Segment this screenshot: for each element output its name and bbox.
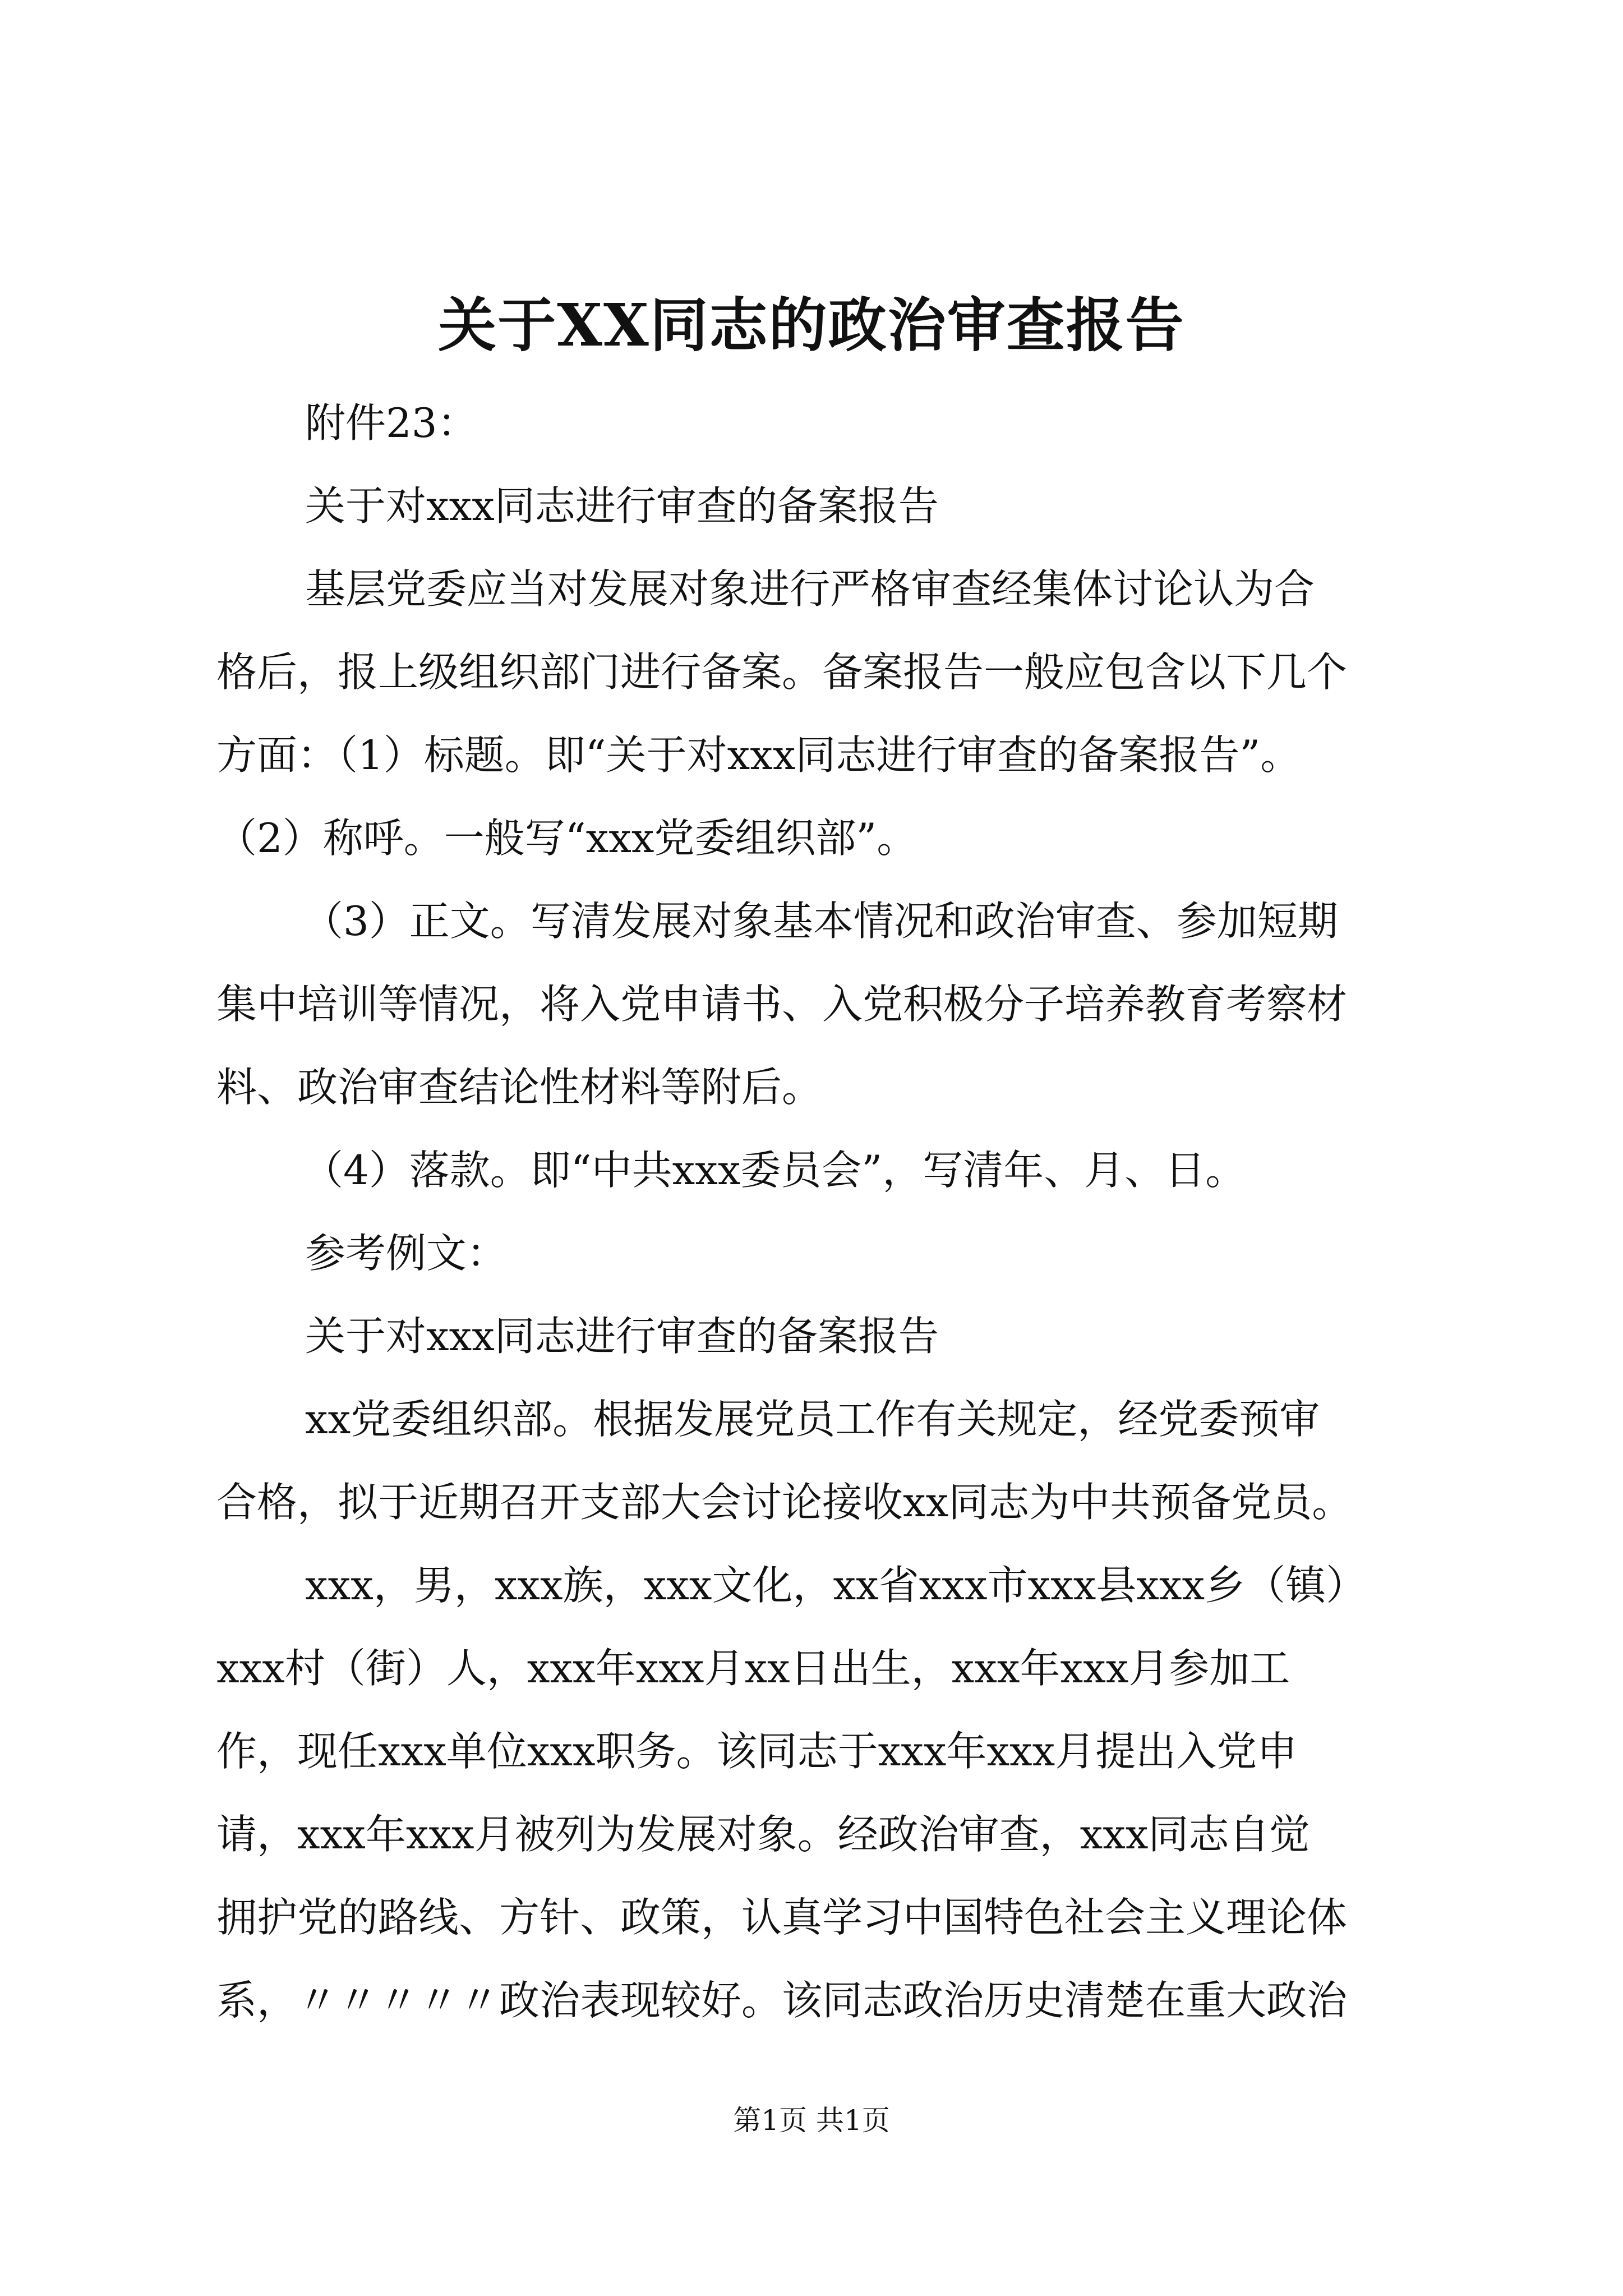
section-heading: 关于对xxx同志进行审查的备案报告 (305, 482, 939, 530)
paragraph-line: 集中培训等情况，将入党申请书、入党积极分子培养教育考察材 (216, 981, 1348, 1028)
paragraph-line: 系，〃〃〃〃〃政治表现较好。该同志政治历史清楚在重大政治 (216, 1977, 1348, 2024)
example-label: 参考例文： (305, 1230, 508, 1277)
paragraph-line: （3）正文。写清发展对象基本情况和政治审查、参加短期 (303, 898, 1338, 945)
paragraph-line: xxx，男，xxx族，xxx文化，xx省xxx市xxx县xxx乡（镇） (305, 1562, 1367, 1609)
paragraph-line: （2）称呼。一般写“xxx党委组织部”。 (216, 815, 917, 862)
paragraph-line: 基层党委应当对发展对象进行严格审查经集体讨论认为合 (305, 565, 1315, 613)
document-title: 关于XX同志的政治审查报告 (438, 291, 1185, 360)
paragraph-line: xxx村（街）人，xxx年xxx月xx日出生，xxx年xxx月参加工 (216, 1645, 1290, 1692)
paragraph-line: 请，xxx年xxx月被列为发展对象。经政治审查，xxx同志自觉 (216, 1811, 1310, 1858)
page-footer: 第1页 共1页 (733, 2104, 890, 2137)
paragraph-line: 合格，拟于近期召开支部大会讨论接收xx同志为中共预备党员。 (216, 1479, 1353, 1526)
paragraph-line: xx党委组织部。根据发展党员工作有关规定，经党委预审 (305, 1396, 1320, 1443)
paragraph-line: （4）落款。即“中共xxx委员会”，写清年、月、日。 (303, 1147, 1246, 1194)
paragraph-line: 拥护党的路线、方针、政策，认真学习中国特色社会主义理论体 (216, 1894, 1348, 1941)
section-heading: 关于对xxx同志进行审查的备案报告 (305, 1313, 939, 1360)
document-body (216, 381, 1422, 2042)
paragraph-line: 方面：（1）标题。即“关于对xxx同志进行审查的备案报告”。 (216, 731, 1301, 779)
attachment-label: 附件23： (305, 399, 478, 447)
paragraph-line: 作，现任xxx单位xxx职务。该同志于xxx年xxx月提出入党申 (216, 1728, 1298, 1775)
paragraph-line: 料、政治审查结论性材料等附后。 (216, 1064, 823, 1111)
paragraph-line: 格后，报上级组织部门进行备案。备案报告一般应包含以下几个 (216, 648, 1348, 696)
